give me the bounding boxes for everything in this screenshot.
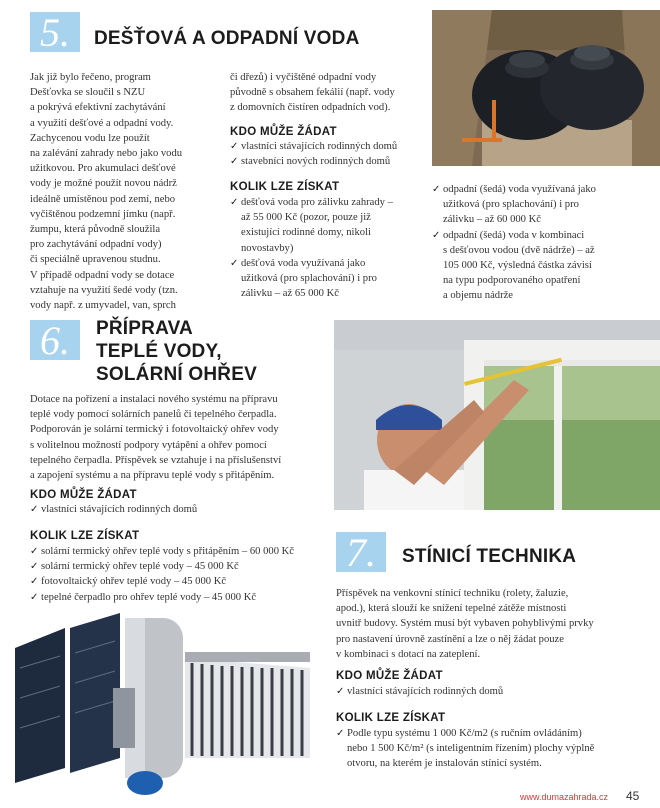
footer-url[interactable]: www.dumazahrada.cz	[520, 792, 609, 802]
rainwater-tank-photo	[432, 10, 660, 166]
list-item-text	[443, 228, 595, 304]
text-line: původně s obsahem fekálií (např. vody	[230, 87, 395, 99]
window-worker-photo	[334, 320, 660, 510]
list-item	[336, 726, 636, 772]
list-item	[230, 139, 430, 154]
check-icon: ✓	[30, 561, 39, 573]
text-line: otvoru, na kterém je instalován stínicí systém.	[347, 758, 542, 770]
text-line: pro zachytávání odpadní vody)	[30, 239, 162, 251]
text-line: a zapojení systému a na přípravu teplé vody s přitápěním.	[30, 470, 275, 482]
section-title: DEŠŤOVÁ A ODPADNÍ VODA	[94, 28, 360, 49]
list-item-text: vlastníci stávajících rodinných domů	[41, 504, 198, 515]
amount-list-2	[432, 182, 632, 304]
text-line: vody např. z umyvadel, van, sprch	[30, 300, 176, 312]
list-item	[30, 559, 330, 574]
text-line: vztahuje na využití šedé vody (tzn.	[30, 284, 178, 296]
list-item-text	[347, 726, 594, 772]
text-line: uvnitř budovy. Systém musí být vybaven pohyblivými prvky	[336, 618, 594, 630]
who-list	[30, 502, 330, 517]
list-item	[432, 228, 632, 304]
text-line: s volitelnou možností podpory vytápění a ohřev pomocí	[30, 439, 267, 451]
check-icon: ✓	[432, 229, 441, 241]
check-icon: ✓	[336, 686, 345, 697]
check-icon: ✓	[30, 546, 39, 557]
list-item	[336, 684, 636, 699]
check-icon: ✓	[30, 591, 39, 603]
text-line: Příspěvek na venkovní stínicí techniku (rolety, žaluzie,	[336, 588, 569, 599]
who-list	[336, 684, 636, 699]
text-line: vyčištěnou podzemní jímku (např.	[30, 208, 176, 220]
list-item-text: tepelné čerpadlo pro ohřev teplé vody – 45 000 Kč	[41, 591, 257, 603]
text-line: či dřezů) i vyčištěné odpadní vody	[230, 72, 377, 83]
check-icon: ✓	[30, 576, 39, 588]
text-line: odpadní (šedá) voda v kombinaci	[443, 229, 585, 241]
amount-list	[30, 544, 330, 605]
text-line: nebo 1 500 Kč/m² (s inteligentním řízením) plochy výplně	[347, 743, 595, 755]
section-number-5: 5.	[30, 12, 80, 52]
text-line: dešťová voda pro zálivku zahrady –	[241, 197, 393, 208]
list-item-text	[241, 256, 377, 302]
text-line: V případě odpadní vody se dotace	[30, 269, 175, 281]
list-item	[230, 154, 430, 169]
check-icon: ✓	[230, 141, 239, 152]
text-line: až 55 000 Kč (pozor, pouze již	[241, 212, 371, 224]
who-heading: KDO MŮŽE ŽÁDAT	[30, 489, 137, 501]
text-line: v kombinaci s dotací na zateplení.	[336, 648, 481, 660]
text-line: žumpu, která původně sloužila	[30, 224, 161, 236]
title-line: SOLÁRNÍ OHŘEV	[96, 363, 257, 385]
text-line: Zachycenou vodu lze použít	[30, 132, 150, 144]
text-line: na typu podporovaného opatření	[443, 275, 581, 287]
list-item-text: vlastníci stávajících rodinných domů	[241, 141, 398, 152]
text-line: vody je možné použít novou nádrž	[30, 178, 177, 190]
list-item-text: fotovoltaický ohřev teplé vody – 45 000 Kč	[41, 576, 227, 588]
list-item-text	[241, 195, 393, 256]
text-line: užitková (pro splachování) i pro	[241, 273, 377, 285]
check-icon: ✓	[432, 184, 441, 195]
text-line: tepelného čerpadla. Příspěvek se vztahuje i na příslušenství	[30, 454, 282, 466]
text-line: teplé vody pomocí solárních panelů či tepelného čerpadla.	[30, 409, 277, 421]
text-line: s dešťovou vodou (dvě nádrže) – až	[443, 244, 595, 256]
text-line: na zalévání zahrady nebo jako vodu	[30, 148, 183, 160]
text-line: z domovních čistíren odpadních vod).	[230, 102, 391, 114]
text-line: a pokrývá efektivní zachytávání	[30, 102, 166, 114]
list-item	[30, 544, 330, 559]
text-line: apod.), která slouží ke snížení tepelné zátěže místnosti	[336, 603, 567, 615]
page-number: 45	[626, 789, 640, 803]
section-body	[336, 586, 636, 662]
text-line: užitková (pro splachování) i pro	[443, 199, 579, 211]
who-heading: KDO MŮŽE ŽÁDAT	[230, 126, 337, 138]
list-item-text: solární termický ohřev teplé vody s přitápěním – 60 000 Kč	[41, 546, 295, 557]
text-line: 105 000 Kč, výsledná částka závisí	[443, 260, 592, 272]
amount-heading: KOLIK LZE ZÍSKAT	[230, 181, 340, 193]
amount-heading: KOLIK LZE ZÍSKAT	[336, 712, 446, 724]
section-number-7: 7.	[336, 532, 386, 572]
text-line: Dotace na pořízení a instalaci nového systému na přípravu	[30, 394, 278, 405]
check-icon: ✓	[230, 257, 239, 269]
list-item	[30, 574, 330, 589]
text-line: existující rodinné domy, nikoli	[241, 227, 371, 239]
text-line: užitkovou. Pro akumulaci dešťové	[30, 163, 176, 175]
amount-heading: KOLIK LZE ZÍSKAT	[30, 530, 140, 542]
text-line: ideálně umístěnou pod zemí, nebo	[30, 193, 176, 205]
text-line: odpadní (šedá) voda využívaná jako	[443, 184, 596, 195]
text-line: a využití dešťové a odpadní vody.	[30, 117, 174, 129]
who-heading: KDO MŮŽE ŽÁDAT	[336, 670, 443, 682]
text-line: zálivku – až 65 000 Kč	[241, 288, 339, 300]
check-icon: ✓	[336, 728, 345, 739]
check-icon: ✓	[30, 504, 39, 515]
text-line: Podporován je solární termický i fotovoltaický ohřev vody	[30, 424, 279, 436]
text-line: zálivku – až 60 000 Kč	[443, 214, 541, 226]
check-icon: ✓	[230, 156, 239, 168]
text-line: Jak již bylo řečeno, program	[30, 72, 151, 83]
section-body-col2	[230, 70, 430, 116]
list-item-text: vlastníci stávajících rodinných domů	[347, 686, 504, 697]
check-icon: ✓	[230, 197, 239, 208]
list-item-text: solární termický ohřev teplé vody – 45 000 Kč	[41, 561, 239, 573]
text-line: Dešťovka se sloučil s NZU	[30, 87, 146, 99]
list-item	[30, 502, 330, 517]
list-item-text	[443, 182, 596, 228]
solar-system-photo	[10, 608, 310, 798]
title-line: TEPLÉ VODY,	[96, 340, 222, 362]
list-item	[30, 590, 330, 605]
who-list	[230, 139, 430, 169]
text-line: pro nastavení úrovně zastínění a lze o něj žádat pouze	[336, 633, 564, 645]
amount-list	[336, 726, 636, 772]
list-item	[230, 195, 430, 256]
section-title	[96, 318, 257, 386]
list-item	[432, 182, 632, 228]
text-line: a objemu nádrže	[443, 290, 514, 302]
text-line: či speciálně upravenou studnu.	[30, 254, 161, 266]
list-item-text: stavebníci nových rodinných domů	[241, 156, 391, 168]
section-body	[30, 392, 330, 483]
section-number-6: 6.	[30, 320, 80, 360]
amount-list	[230, 195, 430, 301]
text-line: Podle typu systému 1 000 Kč/m2 (s ručním ovládáním)	[347, 728, 582, 739]
list-item	[230, 256, 430, 302]
section-body-col1	[30, 70, 220, 313]
title-line: PŘÍPRAVA	[96, 318, 193, 339]
text-line: novostavby)	[241, 242, 294, 254]
section-title: STÍNICÍ TECHNIKA	[402, 546, 577, 567]
text-line: dešťová voda využívaná jako	[241, 257, 366, 269]
